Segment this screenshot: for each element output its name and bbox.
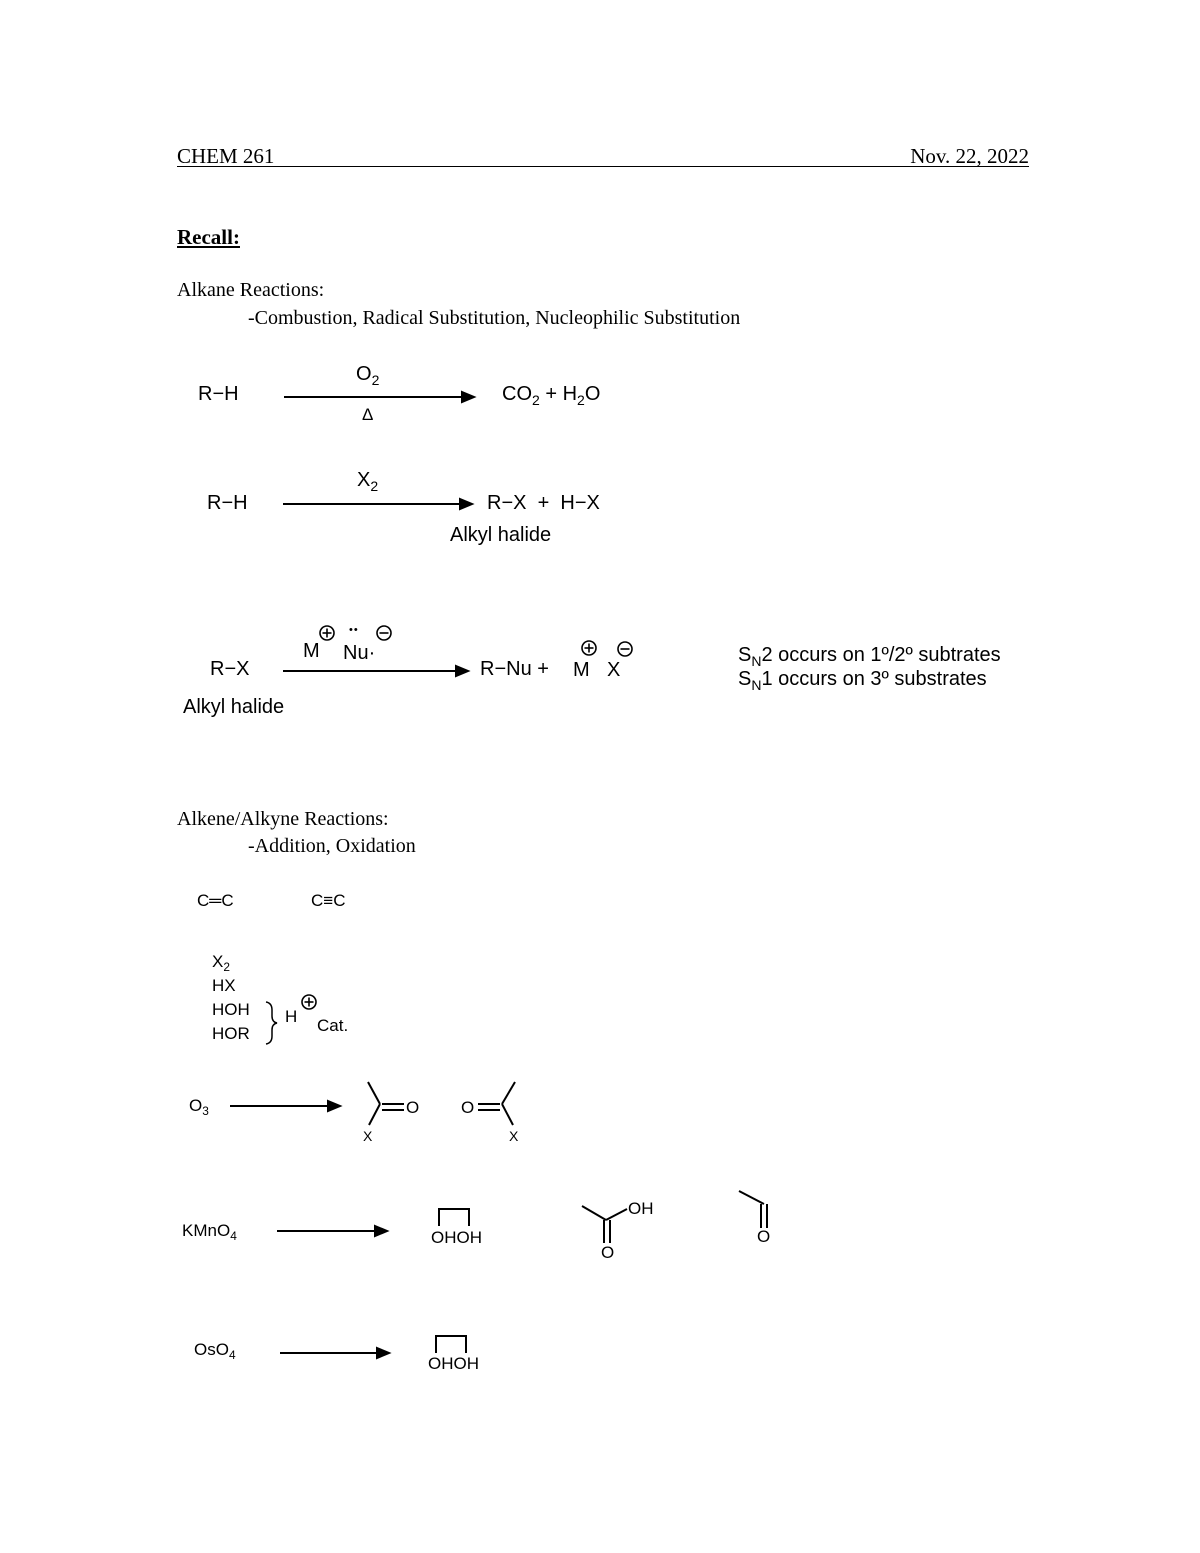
permanganate-diol-label: OHOH xyxy=(431,1228,482,1247)
permanganate-arrow xyxy=(277,1226,387,1236)
alkane-heading: Alkane Reactions: xyxy=(177,279,325,301)
osmium-diol-label: OHOH xyxy=(428,1354,479,1373)
alkane-subheading: -Combustion, Radical Substitution, Nucleophilic Substitution xyxy=(248,307,741,329)
radical-products: R−X + H−X xyxy=(487,492,600,514)
alkene-subheading: -Addition, Oxidation xyxy=(248,835,416,857)
osmium-arrow xyxy=(280,1348,389,1358)
carbonyl-skeleton xyxy=(739,1191,767,1228)
acid-catalyst-h: H xyxy=(285,1007,298,1026)
nucleophilic-arrow xyxy=(283,666,468,676)
ozone-product2-skeleton xyxy=(478,1082,515,1125)
carboxylic-acid-skeleton xyxy=(582,1206,627,1243)
sn1-note: $S_N1$ occurs on 3º substrates xyxy=(738,668,987,693)
reagent-hx: HX xyxy=(212,976,236,995)
alkene-heading: Alkene/Alkyne Reactions: xyxy=(177,808,389,830)
reagent-brace xyxy=(266,1002,277,1044)
osmium-diol-skeleton xyxy=(436,1336,466,1353)
combustion-reagent: $O_2$ xyxy=(356,363,380,388)
radical-arrow xyxy=(283,499,472,509)
nucleophilic-reactant: R−X xyxy=(210,658,250,680)
ozone-product1-oxygen: O xyxy=(406,1098,420,1117)
reactant-alkyl-halide-label: Alkyl halide xyxy=(183,696,285,718)
combustion-heat-symbol: Δ xyxy=(362,405,374,424)
sn2-note: $S_N2$ occurs on 1º/2º subtrates xyxy=(738,644,1001,669)
alkene-formula: C═C xyxy=(197,891,234,910)
ozone-product1-x: X xyxy=(363,1128,373,1144)
permanganate-diol-skeleton xyxy=(439,1209,469,1226)
acid-positive-charge xyxy=(302,995,316,1009)
catalyst-label: Cat. xyxy=(317,1016,349,1035)
alkyl-halide-label: Alkyl halide xyxy=(450,524,552,546)
acid-carbonyl-oxygen: O xyxy=(601,1243,615,1262)
radical-reactant: R−H xyxy=(207,492,248,514)
ozone-product2-x: X xyxy=(509,1128,519,1144)
reagent-metal: M xyxy=(303,640,320,662)
ozone-product1-skeleton xyxy=(368,1082,404,1125)
carbonyl-oxygen: O xyxy=(757,1227,771,1246)
product-halide: X xyxy=(607,659,621,681)
header-rule xyxy=(177,166,1029,167)
combustion-reactant: R−H xyxy=(198,383,239,405)
radical-reagent: $X_2$ xyxy=(357,469,379,494)
ozone-arrow xyxy=(230,1101,340,1111)
course-code: CHEM 261 xyxy=(177,144,275,168)
product-halide-negative-charge xyxy=(618,642,632,656)
combustion-arrow xyxy=(284,392,474,402)
recall-heading: Recall: xyxy=(177,225,240,249)
combustion-products: $CO_2 + H_2O$ xyxy=(502,383,601,408)
metal-positive-charge xyxy=(320,626,334,640)
alkyne-formula: C≡C xyxy=(311,891,346,910)
ozone-product2-oxygen: O xyxy=(461,1098,475,1117)
product-metal: M xyxy=(573,659,590,681)
ozone-reagent: $O_3$ xyxy=(189,1096,209,1119)
product-metal-positive-charge xyxy=(582,641,596,655)
reagent-x2: $X_2$ xyxy=(212,952,230,975)
reagent-nucleophile: Nu· xyxy=(343,642,376,664)
reagent-hor: HOR xyxy=(212,1024,250,1043)
reagent-hoh: HOH xyxy=(212,1000,250,1019)
osmium-reagent: OsO$_4$ xyxy=(194,1340,236,1363)
acid-hydroxyl: OH xyxy=(628,1199,654,1218)
lone-pair-dots: •• xyxy=(349,624,359,636)
nucleophilic-product: R−Nu + xyxy=(480,658,549,680)
nucleophile-negative-charge xyxy=(377,626,391,640)
lecture-date: Nov. 22, 2022 xyxy=(910,144,1029,168)
permanganate-reagent: KMnO$_4$ xyxy=(182,1221,237,1244)
